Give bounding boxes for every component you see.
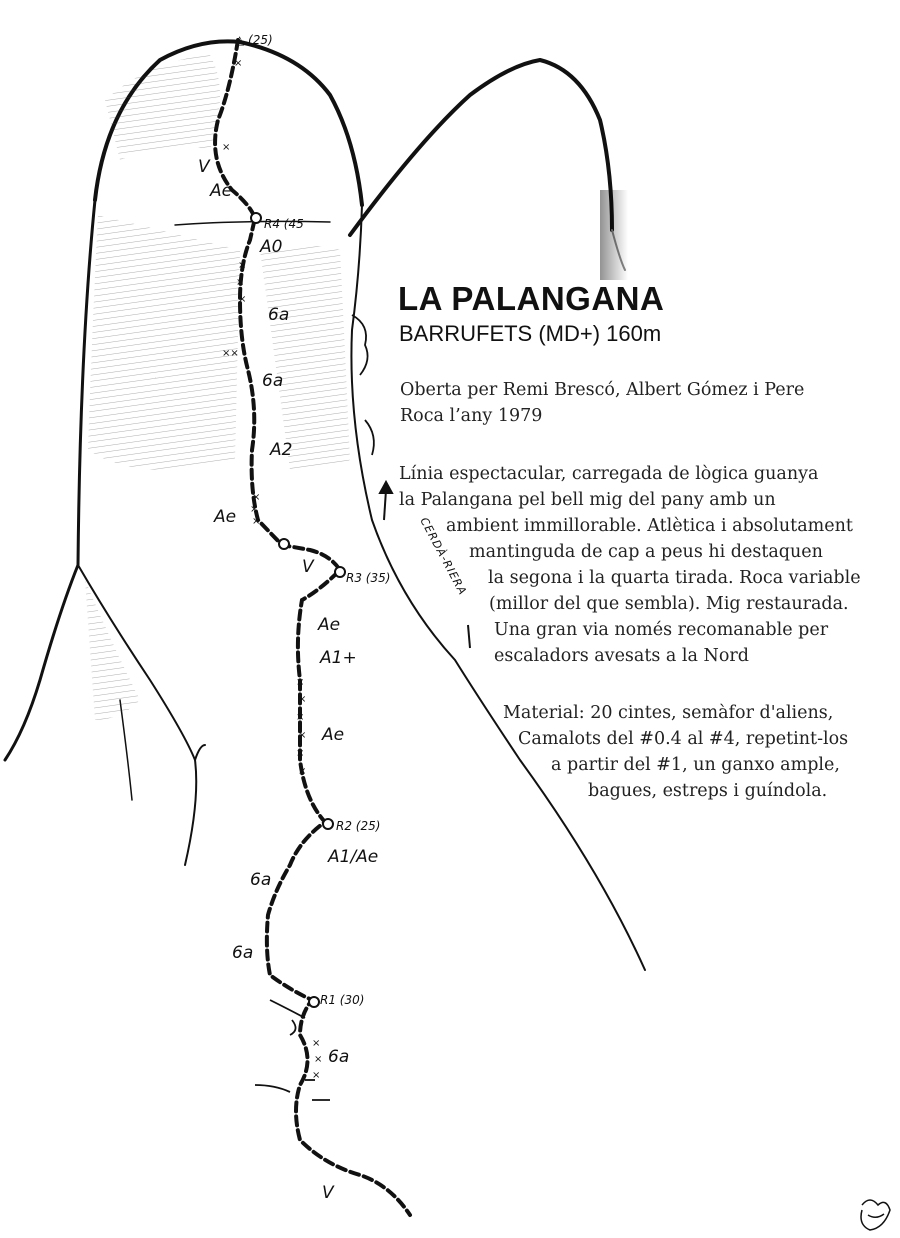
grade-label: 6a — [232, 943, 254, 963]
description-line: mantinguda de cap a peus hi destaquen — [469, 542, 823, 562]
grade-label: A1+ — [320, 648, 357, 668]
description-line: Una gran via només recomanable per — [494, 620, 829, 640]
grade-label: V — [322, 1183, 334, 1203]
grade-label: 6a — [262, 371, 284, 391]
svg-text:×: × — [312, 1070, 321, 1081]
shadow-stripe — [600, 190, 628, 280]
approach-label: CERDÀ-RIERA — [417, 515, 470, 598]
grade-label: Ae — [210, 181, 233, 201]
material-line: a partir del #1, un ganxo ample, — [551, 755, 840, 775]
grade-label: Ae — [322, 725, 345, 745]
grade-label: Ae — [318, 615, 341, 635]
material-line: bagues, estreps i guíndola. — [588, 781, 828, 801]
material-line: Camalots del #0.4 al #4, repetint-los — [518, 729, 849, 749]
route-subtitle: BARRUFETS (MD+) 160m — [399, 321, 662, 346]
description-line: escaladors avesats a la Nord — [494, 646, 749, 666]
r3-label: R3 (35) — [346, 571, 391, 585]
grade-label: A0 — [260, 237, 283, 257]
svg-text:×: × — [296, 712, 305, 723]
svg-text:×: × — [236, 277, 245, 288]
description-line: Línia espectacular, carregada de lògica guanya — [399, 464, 819, 484]
grade-label: 6a — [250, 870, 272, 890]
route-title: LA PALANGANA — [398, 280, 665, 317]
svg-text:×: × — [238, 294, 247, 305]
top-label: △ (25) — [235, 33, 273, 47]
grade-label: 6a — [328, 1047, 350, 1067]
svg-text:×: × — [298, 766, 307, 777]
svg-text:×: × — [222, 142, 231, 153]
svg-text:×: × — [296, 748, 305, 759]
opened-by-line-2: Roca l’any 1979 — [400, 406, 543, 426]
artist-signature — [861, 1200, 890, 1230]
material-line: Material: 20 cintes, semàfor d'aliens, — [503, 703, 834, 723]
description-line: ambient immillorable. Atlètica i absolutament — [446, 516, 853, 536]
grade-label: V — [302, 557, 314, 577]
grade-label: A1/Ae — [328, 847, 379, 867]
r2-label: R2 (25) — [336, 819, 381, 833]
svg-text:×: × — [314, 1054, 323, 1065]
svg-text:×: × — [252, 516, 261, 527]
r4-label: R4 (45 — [264, 217, 304, 231]
svg-text:×: × — [296, 677, 305, 688]
grade-label: Ae — [214, 507, 237, 527]
svg-text:×: × — [234, 58, 243, 69]
grade-label: A2 — [270, 440, 293, 460]
grade-label: V — [198, 157, 210, 177]
svg-text:×: × — [298, 694, 307, 705]
svg-text:×: × — [238, 260, 247, 271]
opened-by-line-1: Oberta per Remi Brescó, Albert Gómez i Pere — [400, 380, 805, 400]
r1-label: R1 (30) — [320, 993, 365, 1007]
description-line: la Palangana pel bell mig del pany amb un — [399, 490, 776, 510]
svg-text:×: × — [252, 492, 261, 503]
svg-text:×: × — [250, 504, 259, 515]
svg-text:××: ×× — [222, 348, 239, 359]
svg-text:×: × — [312, 1038, 321, 1049]
description-line: (millor del que sembla). Mig restaurada. — [489, 594, 849, 614]
grade-label: 6a — [268, 305, 290, 325]
description-line: la segona i la quarta tirada. Roca variable — [488, 568, 861, 588]
svg-text:×: × — [298, 730, 307, 741]
